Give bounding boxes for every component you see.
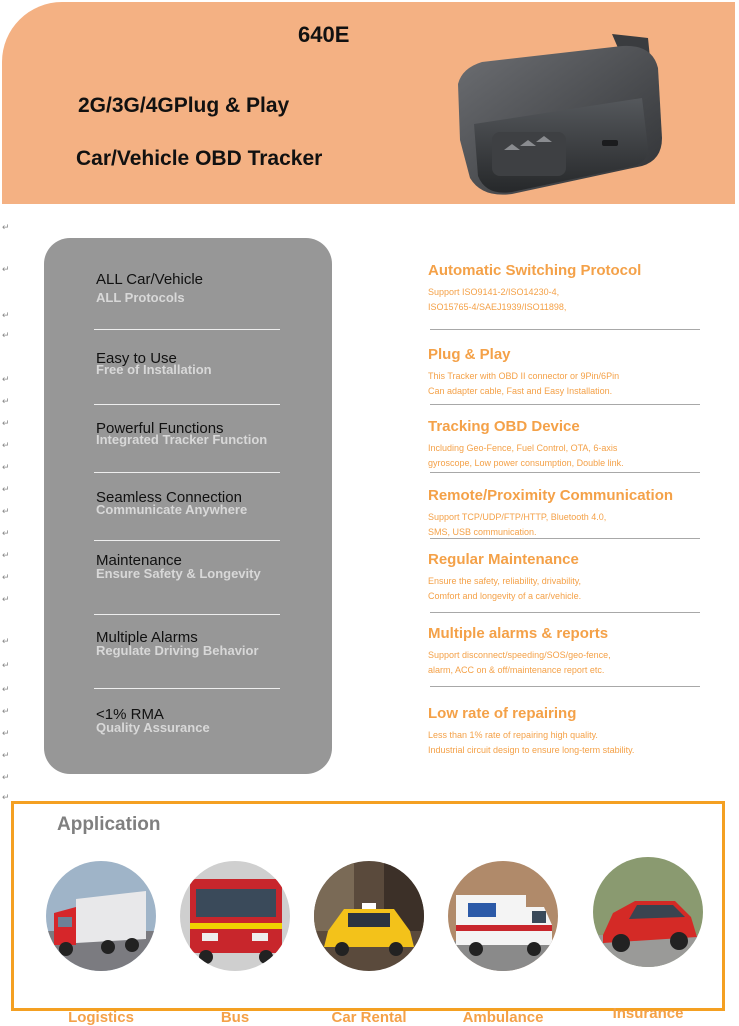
detail-line: SMS, USB communication. <box>428 527 537 537</box>
detail-title: Multiple alarms & reports <box>428 625 609 642</box>
detail-divider <box>430 404 700 405</box>
feature-subtitle: ALL Protocols <box>96 290 185 305</box>
paragraph-mark-icon: ↵ <box>2 550 10 560</box>
paragraph-mark-icon: ↵ <box>2 572 10 582</box>
detail-line: Comfort and longevity of a car/vehicle. <box>428 591 582 601</box>
feature-title: <1% RMA <box>96 706 164 723</box>
headline-connectivity: 2G/3G/4GPlug & Play <box>78 94 290 117</box>
detail-line: gyroscope, Low power consumption, Double link. <box>428 458 624 468</box>
detail-description <box>428 369 703 399</box>
red-car-image <box>593 857 703 967</box>
detail-block <box>428 625 703 678</box>
truck-image <box>46 861 156 971</box>
paragraph-mark-icon: ↵ <box>2 506 10 516</box>
application-item-insurance <box>590 857 706 1022</box>
detail-line: Ensure the safety, reliability, drivability, <box>428 576 582 586</box>
detail-line: Support TCP/UDP/FTP/HTTP, Bluetooth 4.0, <box>428 512 607 522</box>
application-label: Car Rental <box>331 1009 407 1026</box>
detail-block <box>428 418 703 471</box>
feature-subtitle: Free of Installation <box>96 362 212 377</box>
header-banner <box>2 2 735 204</box>
model-number: 640E <box>298 22 350 47</box>
paragraph-mark-icon: ↵ <box>2 440 10 450</box>
detail-description <box>428 648 703 678</box>
paragraph-mark-icon: ↵ <box>2 264 10 274</box>
detail-title: Tracking OBD Device <box>428 418 580 435</box>
detail-description <box>428 285 703 315</box>
detail-title: Low rate of repairing <box>428 705 577 722</box>
detail-divider <box>430 612 700 613</box>
detail-line: Industrial circuit design to ensure long-term stability. <box>428 745 635 755</box>
application-item-bus <box>177 861 293 1026</box>
detail-title: Automatic Switching Protocol <box>428 262 642 279</box>
paragraph-mark-icon: ↵ <box>2 528 10 538</box>
paragraph-mark-icon: ↵ <box>2 636 10 646</box>
paragraph-mark-icon: ↵ <box>2 728 10 738</box>
feature-divider <box>94 472 280 473</box>
paragraph-mark-icon: ↵ <box>2 310 10 320</box>
feature-divider <box>94 688 280 689</box>
paragraph-mark-icon: ↵ <box>2 660 10 670</box>
detail-title: Remote/Proximity Communication <box>428 487 674 504</box>
detail-description <box>428 510 703 540</box>
paragraph-mark-icon: ↵ <box>2 396 10 406</box>
feature-divider <box>94 614 280 615</box>
paragraph-mark-icon: ↵ <box>2 418 10 428</box>
detail-description <box>428 574 703 604</box>
paragraph-mark-icon: ↵ <box>2 750 10 760</box>
application-section <box>11 801 725 1026</box>
feature-divider <box>94 404 280 405</box>
ambulance-image <box>448 861 558 971</box>
feature-divider <box>94 540 280 541</box>
feature-subtitle: Communicate Anywhere <box>96 502 248 517</box>
detail-line: Less than 1% rate of repairing high quality. <box>428 730 598 740</box>
feature-title: Multiple Alarms <box>96 629 198 646</box>
detail-line: Including Geo-Fence, Fuel Control, OTA, 6-axis <box>428 443 618 453</box>
headline-product: Car/Vehicle OBD Tracker <box>76 147 323 170</box>
detail-block <box>428 262 703 315</box>
feature-subtitle: Ensure Safety & Longevity <box>96 566 261 581</box>
application-label: Ambulance <box>462 1009 544 1026</box>
application-item-car-rental <box>311 861 427 1026</box>
detail-title: Regular Maintenance <box>428 551 579 568</box>
detail-line: This Tracker with OBD II connector or 9Pin/6Pin <box>428 371 620 381</box>
feature-panel <box>44 238 332 774</box>
detail-divider <box>430 538 700 539</box>
feature-divider <box>94 329 280 330</box>
bus-image <box>180 861 290 971</box>
application-title: Application <box>57 814 161 835</box>
feature-subtitle: Integrated Tracker Function <box>96 432 268 447</box>
detail-divider <box>430 329 700 330</box>
detail-line: alarm, ACC on & off/maintenance report etc. <box>428 665 605 675</box>
detail-title: Plug & Play <box>428 346 511 363</box>
feature-subtitle: Regulate Driving Behavior <box>96 643 259 658</box>
paragraph-mark-icon: ↵ <box>2 222 10 232</box>
detail-line: Can adapter cable, Fast and Easy Installation. <box>428 386 613 396</box>
detail-description <box>428 728 703 758</box>
detail-description <box>428 441 703 471</box>
application-label: Bus <box>220 1009 250 1026</box>
taxi-image <box>314 861 424 971</box>
detail-line: Support disconnect/speeding/SOS/geo-fence, <box>428 650 611 660</box>
feature-subtitle: Quality Assurance <box>96 720 210 735</box>
paragraph-mark-icon: ↵ <box>2 330 10 340</box>
application-item-logistics <box>43 861 159 1026</box>
paragraph-mark-icon: ↵ <box>2 684 10 694</box>
paragraph-mark-icon: ↵ <box>2 706 10 716</box>
detail-line: ISO15765-4/SAEJ1939/ISO11898, <box>428 302 567 312</box>
detail-block <box>428 705 703 758</box>
feature-title: Powerful Functions <box>96 420 224 437</box>
detail-block <box>428 551 703 604</box>
application-item-ambulance <box>445 861 561 1026</box>
detail-divider <box>430 472 700 473</box>
paragraph-mark-icon: ↵ <box>2 484 10 494</box>
detail-divider <box>430 686 700 687</box>
application-label: Logistics <box>68 1009 134 1026</box>
detail-block <box>428 487 703 540</box>
feature-title: ALL Car/Vehicle <box>96 271 204 288</box>
paragraph-mark-icon: ↵ <box>2 374 10 384</box>
feature-title: Maintenance <box>96 552 182 569</box>
paragraph-mark-icon: ↵ <box>2 594 10 604</box>
paragraph-mark-icon: ↵ <box>2 462 10 472</box>
application-label: Insurance <box>612 1005 684 1022</box>
feature-title: Seamless Connection <box>96 489 242 506</box>
paragraph-mark-icon: ↵ <box>2 792 10 802</box>
paragraph-mark-icon: ↵ <box>2 772 10 782</box>
detail-block <box>428 346 703 399</box>
detail-line: Support ISO9141-2/ISO14230-4, <box>428 287 560 297</box>
feature-title: Easy to Use <box>96 350 177 367</box>
obd-tracker-device-image <box>452 28 682 198</box>
